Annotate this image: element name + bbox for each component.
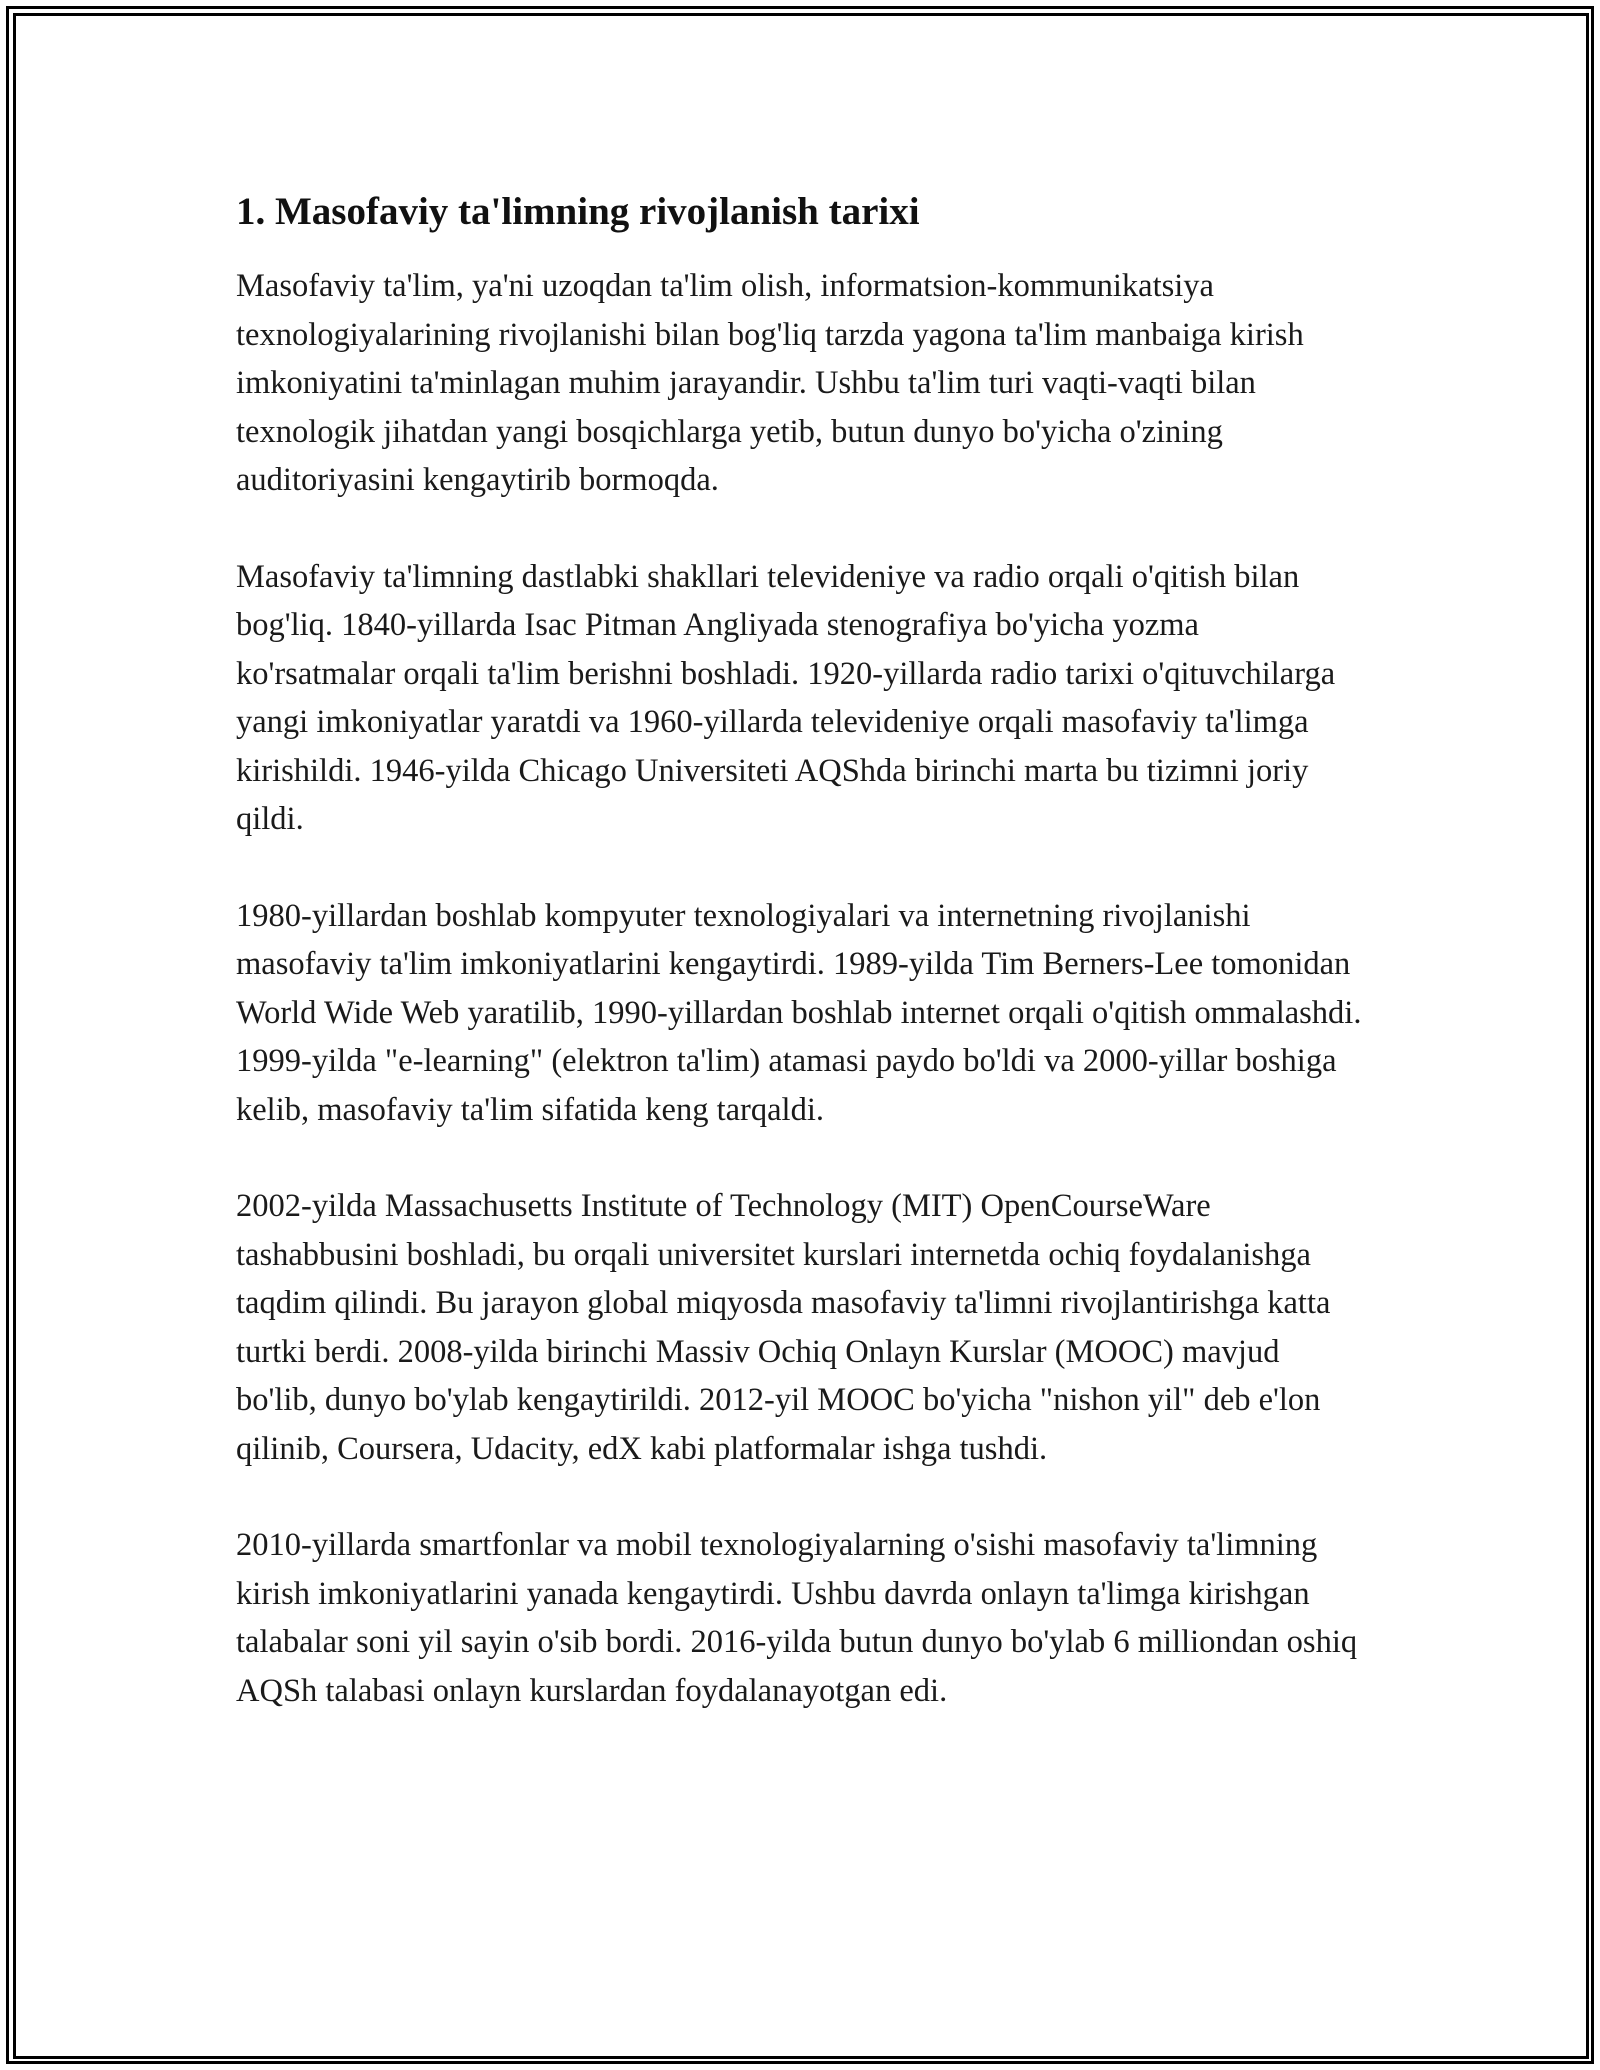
paragraph-1: Masofaviy ta'lim, ya'ni uzoqdan ta'lim olish, informatsion-kommunikatsiya texnologiyalarining rivojlanishi bilan bog'liq tarzda yagona ta'lim manbaiga kirish imkoniyatini ta'minlagan muhim jarayandir. Ushbu ta'lim turi vaqti-vaqti bilan texnologik jihatdan yangi bosqichlarga yetib, butun dunyo bo'yicha o'zining auditoriyasini kengaytirib bormoqda. [236, 268, 1304, 498]
paragraph-2: Masofaviy ta'limning dastlabki shakllari televideniye va radio orqali o'qitish bilan bog'liq. 1840-yillarda Isac Pitman Angliyada stenografiya bo'yicha yozma ko'rsatmalar orqali ta'lim berishni boshladi. 1920-yillarda radio tarixi o'qituvchilarga yangi imkoniyatlar yaratdi va 1960-yillarda televideniye orqali masofaviy ta'limga kirishildi. 1946-yilda Chicago Universiteti AQShda birinchi marta bu tizimni joriy qildi. [236, 558, 1336, 837]
document-body [236, 184, 1366, 1763]
paragraph-3: 1980-yillardan boshlab kompyuter texnologiyalari va internetning rivojlanishi masofaviy ta'lim imkoniyatlarini kengaytirdi. 1989-yilda Tim Berners-Lee tomonidan World Wide Web yaratilib, 1990-yillardan boshlab internet orqali o'qitish ommalashdi. 1999-yilda "e-learning" (elektron ta'lim) atamasi paydo bo'ldi va 2000-yillar boshiga kelib, masofaviy ta'lim sifatida keng tarqaldi. [236, 897, 1362, 1128]
paragraph-5: 2010-yillarda smartfonlar va mobil texnologiyalarning o'sishi masofaviy ta'limning kirish imkoniyatlarini yanada kengaytirdi. Ushbu davrda onlayn ta'limga kirishgan talabalar soni yil sayin o'sib bordi. 2016-yilda butun dunyo bo'ylab 6 milliondan oshiq AQSh talabasi onlayn kurslardan foydalanayotgan edi. [236, 1527, 1358, 1709]
paragraph-4: 2002-yilda Massachusetts Institute of Technology (MIT) OpenCourseWare tashabbusini boshladi, bu orqali universitet kurslari internetda ochiq foydalanishga taqdim qilindi. Bu jarayon global miqyosda masofaviy ta'limni rivojlantirishga katta turtki berdi. 2008-yilda birinchi Massiv Ochiq Onlayn Kurslar (MOOC) mavjud bo'lib, dunyo bo'ylab kengaytirildi. 2012-yil MOOC bo'yicha "nishon yil" deb e'lon qilinib, Coursera, Udacity, edX kabi platformalar ishga tushdi. [236, 1188, 1331, 1467]
section-heading: 1. Masofaviy ta'limning rivojlanish tarixi [236, 190, 920, 233]
